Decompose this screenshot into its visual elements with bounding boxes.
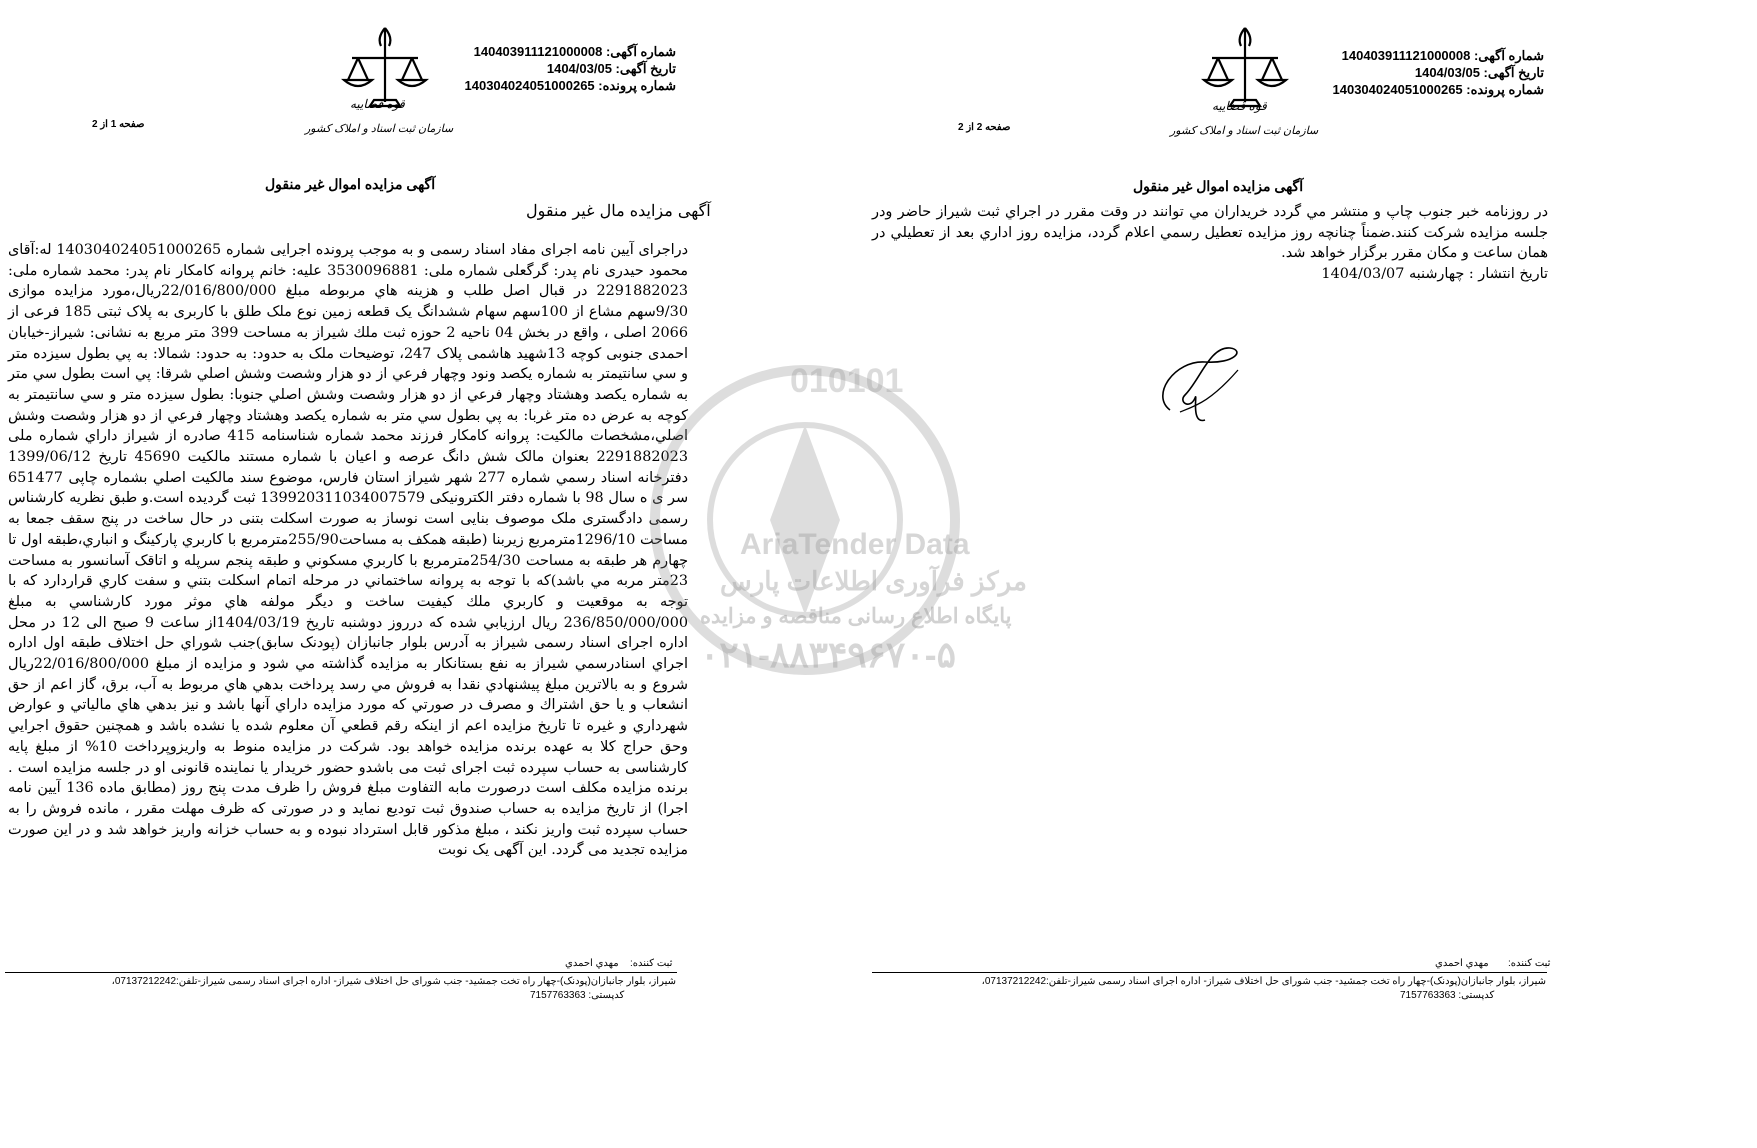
watermark-binary: 010101 bbox=[790, 362, 904, 400]
notice-number: شماره آگهی: 140403911121000008 bbox=[473, 44, 676, 59]
registrar-name: مهدي احمدي bbox=[565, 958, 619, 969]
notice-subtitle: آگهی مزایده مال غیر منقول bbox=[526, 201, 711, 220]
postal-code: کدپستی: 7157763363 bbox=[530, 990, 625, 1001]
notice-date: تاریخ آگهی: 1404/03/05 bbox=[546, 61, 676, 76]
signature-icon bbox=[1150, 340, 1260, 430]
watermark-line1: مرکز فرآوری اطلاعات پارس bbox=[720, 566, 1027, 596]
notice-number: شماره آگهی: 140403911121000008 bbox=[1341, 48, 1544, 63]
watermark-line2: پایگاه اطلاع رسانی مناقصه و مزایده bbox=[700, 605, 1012, 628]
watermark-brand: AriaTender Data bbox=[740, 528, 970, 561]
notice-meta bbox=[1332, 47, 1544, 98]
watermark-phone: ۰۲۱-۸۸۳۴۹۶۷۰-۵ bbox=[700, 634, 957, 675]
registrar-name: مهدي احمدي bbox=[1435, 958, 1489, 969]
case-number: شماره پرونده: 140304024051000265 bbox=[1332, 82, 1544, 97]
postal-code: کدپستی: 7157763363 bbox=[1400, 990, 1495, 1001]
registrar-label: ثبت کننده: bbox=[1508, 958, 1551, 969]
office-address: شیراز، بلوار جانبازان(پودنک)-چهار راه تخت جمشید- جنب شورای حل اختلاف شیراز- اداره اجرای اسناد رسمی شیراز-تلفن:07137212242، bbox=[111, 976, 676, 987]
office-address: شیراز، بلوار جانبازان(پودنک)-چهار راه تخت جمشید- جنب شورای حل اختلاف شیراز- اداره اجرای اسناد رسمی شیراز-تلفن:07137212242، bbox=[981, 976, 1546, 987]
registrar-label: ثبت کننده: bbox=[630, 958, 673, 969]
registration-org-label: سازمان ثبت اسناد و املاک کشور bbox=[1170, 125, 1319, 137]
judiciary-label: قوه قضاییه bbox=[350, 97, 405, 111]
publish-date: تاریخ انتشار : چهارشنبه 1404/03/07 bbox=[1321, 266, 1548, 282]
notice-body-text: دراجرای آیین نامه اجرای مفاد اسناد رسمی و به موجب پرونده اجرایی شماره 140304024051000265 له:آقای محمود حیدری نام پدر: گرگعلی شماره ملی: 3530096881 علیه: خانم پروانه کامکار نام پدر: محمد شماره ملی: 2291882023 در قبال اصل طلب و هزینه هاي مربوطه مبلغ 22/016/800/000ريال،مورد مزایده موازی 9/30سهم مشاع از 100سهم سهام ششدانگ یک قطعه زمین نوع ملک طلق با کاربری به پلاک ثبتی 185 فرعی از 2066 اصلی ، واقع در بخش 04 ناحیه 2 حوزه ثبت ملك شیراز به مساحت 399 متر مربع به نشانی: شیراز-خیابان احمدی جنوبی کوچه 13شهید هاشمی پلاک 247، توضیحات ملک به حدود: به حدود: شمالا: به پي بطول سيزده متر و سي سانتيمتر به شماره يكصد ونود وچهار فرعي از دو هزار وشصت وشش اصلي شرقا: پي است بطول سي متر به شماره يكصد وهشتاد وچهار فرعي از دو هزار وشصت وشش اصلي جنوبا: بطول سيزده متر و سي سانتيمتر به كوچه به عرض ده متر غربا: به پي بطول سي متر به شماره يكصد وهشتاد وچهار فرعي از دو هزار وشصت وشش اصلي،مشخصات مالكيت: پروانه كامكار فرزند محمد شماره شناسنامه 415 صادره از شيراز داراي شماره ملی 2291882023 بعنوان مالک شش دانگ عرصه و اعیان با شماره مستند مالکیت 45690 تاریخ 1399/06/12 دفترخانه اسناد رسمي شماره 277 شهر شیراز استان فارس، موضوع سند مالکیت اصلي بشماره چاپی 651477 سر ی ه سال 98 با شماره دفتر الکترونیکی 139920311034007579 ثبت گردیده است.و طبق نظریه کارشناس رسمی دادگستری ملک موصوف بنایی است نوساز به صورت اسکلت بتنی در حال ساخت در پنج سقف جمعا به مساحت 1296/10مترمربع زيربنا (طبقه همكف به مساحت255/90مترمربع با كاربري پاركينگ و انباري،طبقه اول تا چهارم هر طبقه به مساحت 254/30مترمربع با كاربري مسكوني و طبقه پنجم سرپله و اتاقک آسانسور به مساحت 23متر مربه مي باشد)كه با توجه به پروانه ساختماني در مرحله اتمام اسكلت بتني و سفت كاري قراردارد كه با توجه به موقعيت و كاربري ملك كيفيت ساخت و ديگر مولفه هاي موثر مورد كارشناسي به مبلغ 236/850/000/000 ريال ارزيابي شده كه درروز دوشنبه تاريخ 1404/03/19از ساعت 9 صبح الی 12 در محل اداره اجرای اسناد رسمی شیراز به آدرس بلوار جانبازان (پودنک سابق)جنب شوراي حل اختلاف طبقه اول اداره اجراي اسنادرسمي شيراز به نفع بستانكار به مزايده گذاشته مي شود و مزايده از مبلغ 22/016/800/000ريال شروع و به بالاترين مبلغ پيشنهادي نقدا به فروش مي رسد پرداخت بدهي هاي مربوط به آب، برق، گاز اعم از حق انشعاب و يا حق اشتراك و مصرف در صورتي كه مورد مزايده داراي آنها باشد و نيز بدهي هاي مالياتي و عوارض شهرداري و غيره تا تاريخ مزايده اعم از اينكه رقم قطعي آن معلوم شده يا نشده باشد و همچنين حقوق اجرايي وحق حراج كلا به عهده برنده مزايده خواهد بود. شرکت در مزایده منوط به واریزوپرداخت 10% از مبلغ پایه کارشناسی به حساب سپرده ثبت اجرای ثبت می باشدو حضور خریدار یا نماینده قانونی او در جلسه مزایده است . برنده مزایده مکلف است درصورت مابه التفاوت مبلغ فروش را ظرف مدت پنج روز (مطابق ماده 136 آیین نامه اجرا) از تاریخ مزایده به حساب صندوق ثبت تودیع نماید و در صورتی که ظرف مهلت مقرر ، مانده فروش را به حساب سپرده ثبت واریز نکند ، مبلغ مذکور قابل استرداد نبوده و به حساب خزانه واریز خواهد شد و در این صورت مزایده تجدید می گردد. این آگهی یک نوبت bbox=[8, 242, 689, 859]
page-title: آگهی مزایده اموال غیر منقول bbox=[265, 176, 436, 192]
judiciary-scales-emblem-icon bbox=[1190, 20, 1300, 140]
notice-date: تاریخ آگهی: 1404/03/05 bbox=[1414, 65, 1544, 80]
registration-org-label: سازمان ثبت اسناد و املاک کشور bbox=[305, 123, 454, 135]
page-number: صفحه 2 از 2 bbox=[958, 122, 1011, 133]
notice-body-text: در روزنامه خبر جنوب چاپ و منتشر مي گردد خريداران مي توانند در وقت مقرر در اجراي ثبت شيراز حاضر ودر جلسه مزايده شركت كنند.ضمناً چنانچه روز مزايده تعطيل رسمي اعلام گردد، مزايده روز اداري بعد از تعطيلي در همان ساعت و مكان مقرر برگزار خواهد شد. bbox=[872, 204, 1548, 262]
judiciary-label: قوه قضاییه bbox=[1212, 99, 1267, 113]
page-title: آگهی مزایده اموال غیر منقول bbox=[1133, 178, 1304, 194]
page-number: صفحه 1 از 2 bbox=[92, 119, 145, 130]
case-number: شماره پرونده: 140304024051000265 bbox=[464, 78, 676, 93]
footer-divider bbox=[872, 972, 1547, 973]
